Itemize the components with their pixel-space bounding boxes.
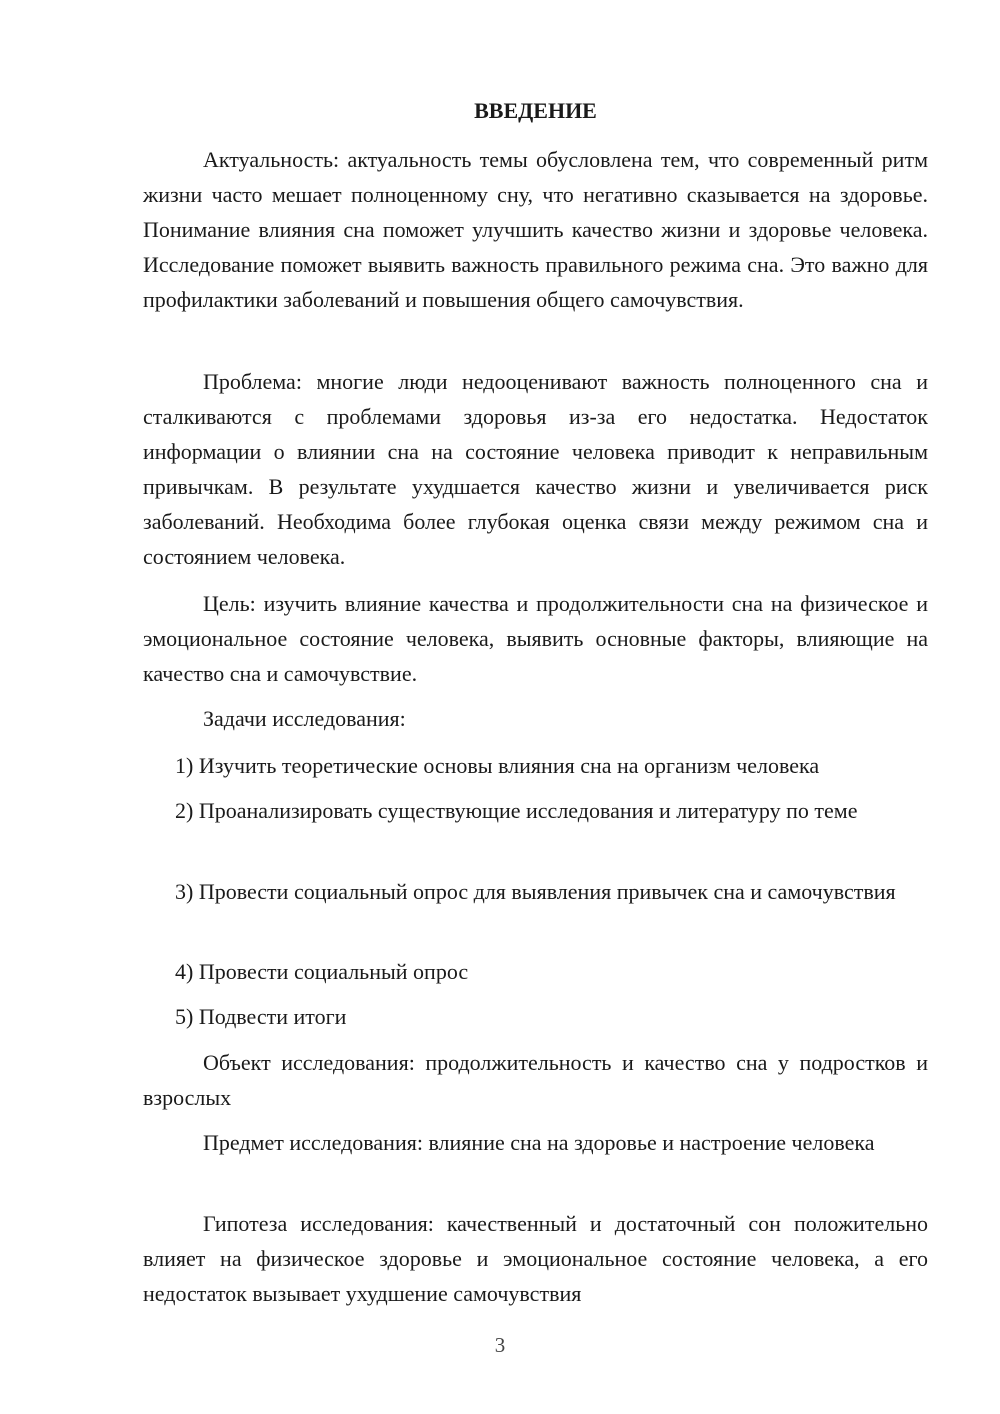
page-number: 3 [494,1333,506,1357]
task-item: 5) Подвести итоги [175,1004,347,1029]
tasks-heading: Задачи исследования: [203,706,406,731]
task-item: 3) Провести социальный опрос для выявления привычек сна и самочувствия [175,879,896,904]
paragraph-subject: Предмет исследования: влияние сна на здоровье и настроение человека [203,1130,875,1155]
paragraph-goal: Цель: изучить влияние качества и продолжительности сна на физическое и эмоциональное состояние человека, выявить основные факторы, влияющие на качество сна и самочувствие. [143,591,928,686]
task-item: 4) Провести социальный опрос [175,959,469,984]
paragraph-problem: Проблема: многие люди недооценивают важность полноценного сна и сталкиваются с проблемами здоровья из-за его недостатка. Недостаток информации о влиянии сна на состояние человека приводит к неправильным привычкам. В результате ухудшается качество жизни и увеличивается риск заболеваний. Необходима более глубокая оценка связи между режимом сна и состоянием человека. [143,369,928,569]
section-title: ВВЕДЕНИЕ [474,98,597,123]
paragraph-actuality: Актуальность: актуальность темы обусловлена тем, что современный ритм жизни часто мешает полноценному сну, что негативно сказывается на здоровье. Понимание влияния сна поможет улучшить качество жизни и здоровье человека. Исследование поможет выявить важность правильного режима сна. Это важно для профилактики заболеваний и повышения общего самочувствия. [143,147,928,312]
task-item: 1) Изучить теоретические основы влияния сна на организм человека [175,753,820,778]
paragraph-hypothesis: Гипотеза исследования: качественный и достаточный сон положительно влияет на физическое здоровье и эмоциональное состояние человека, а его недостаток вызывает ухудшение самочувствия [143,1211,928,1306]
paragraph-object: Объект исследования: продолжительность и качество сна у подростков и взрослых [143,1050,928,1110]
task-item: 2) Проанализировать существующие исследования и литературу по теме [175,798,858,823]
